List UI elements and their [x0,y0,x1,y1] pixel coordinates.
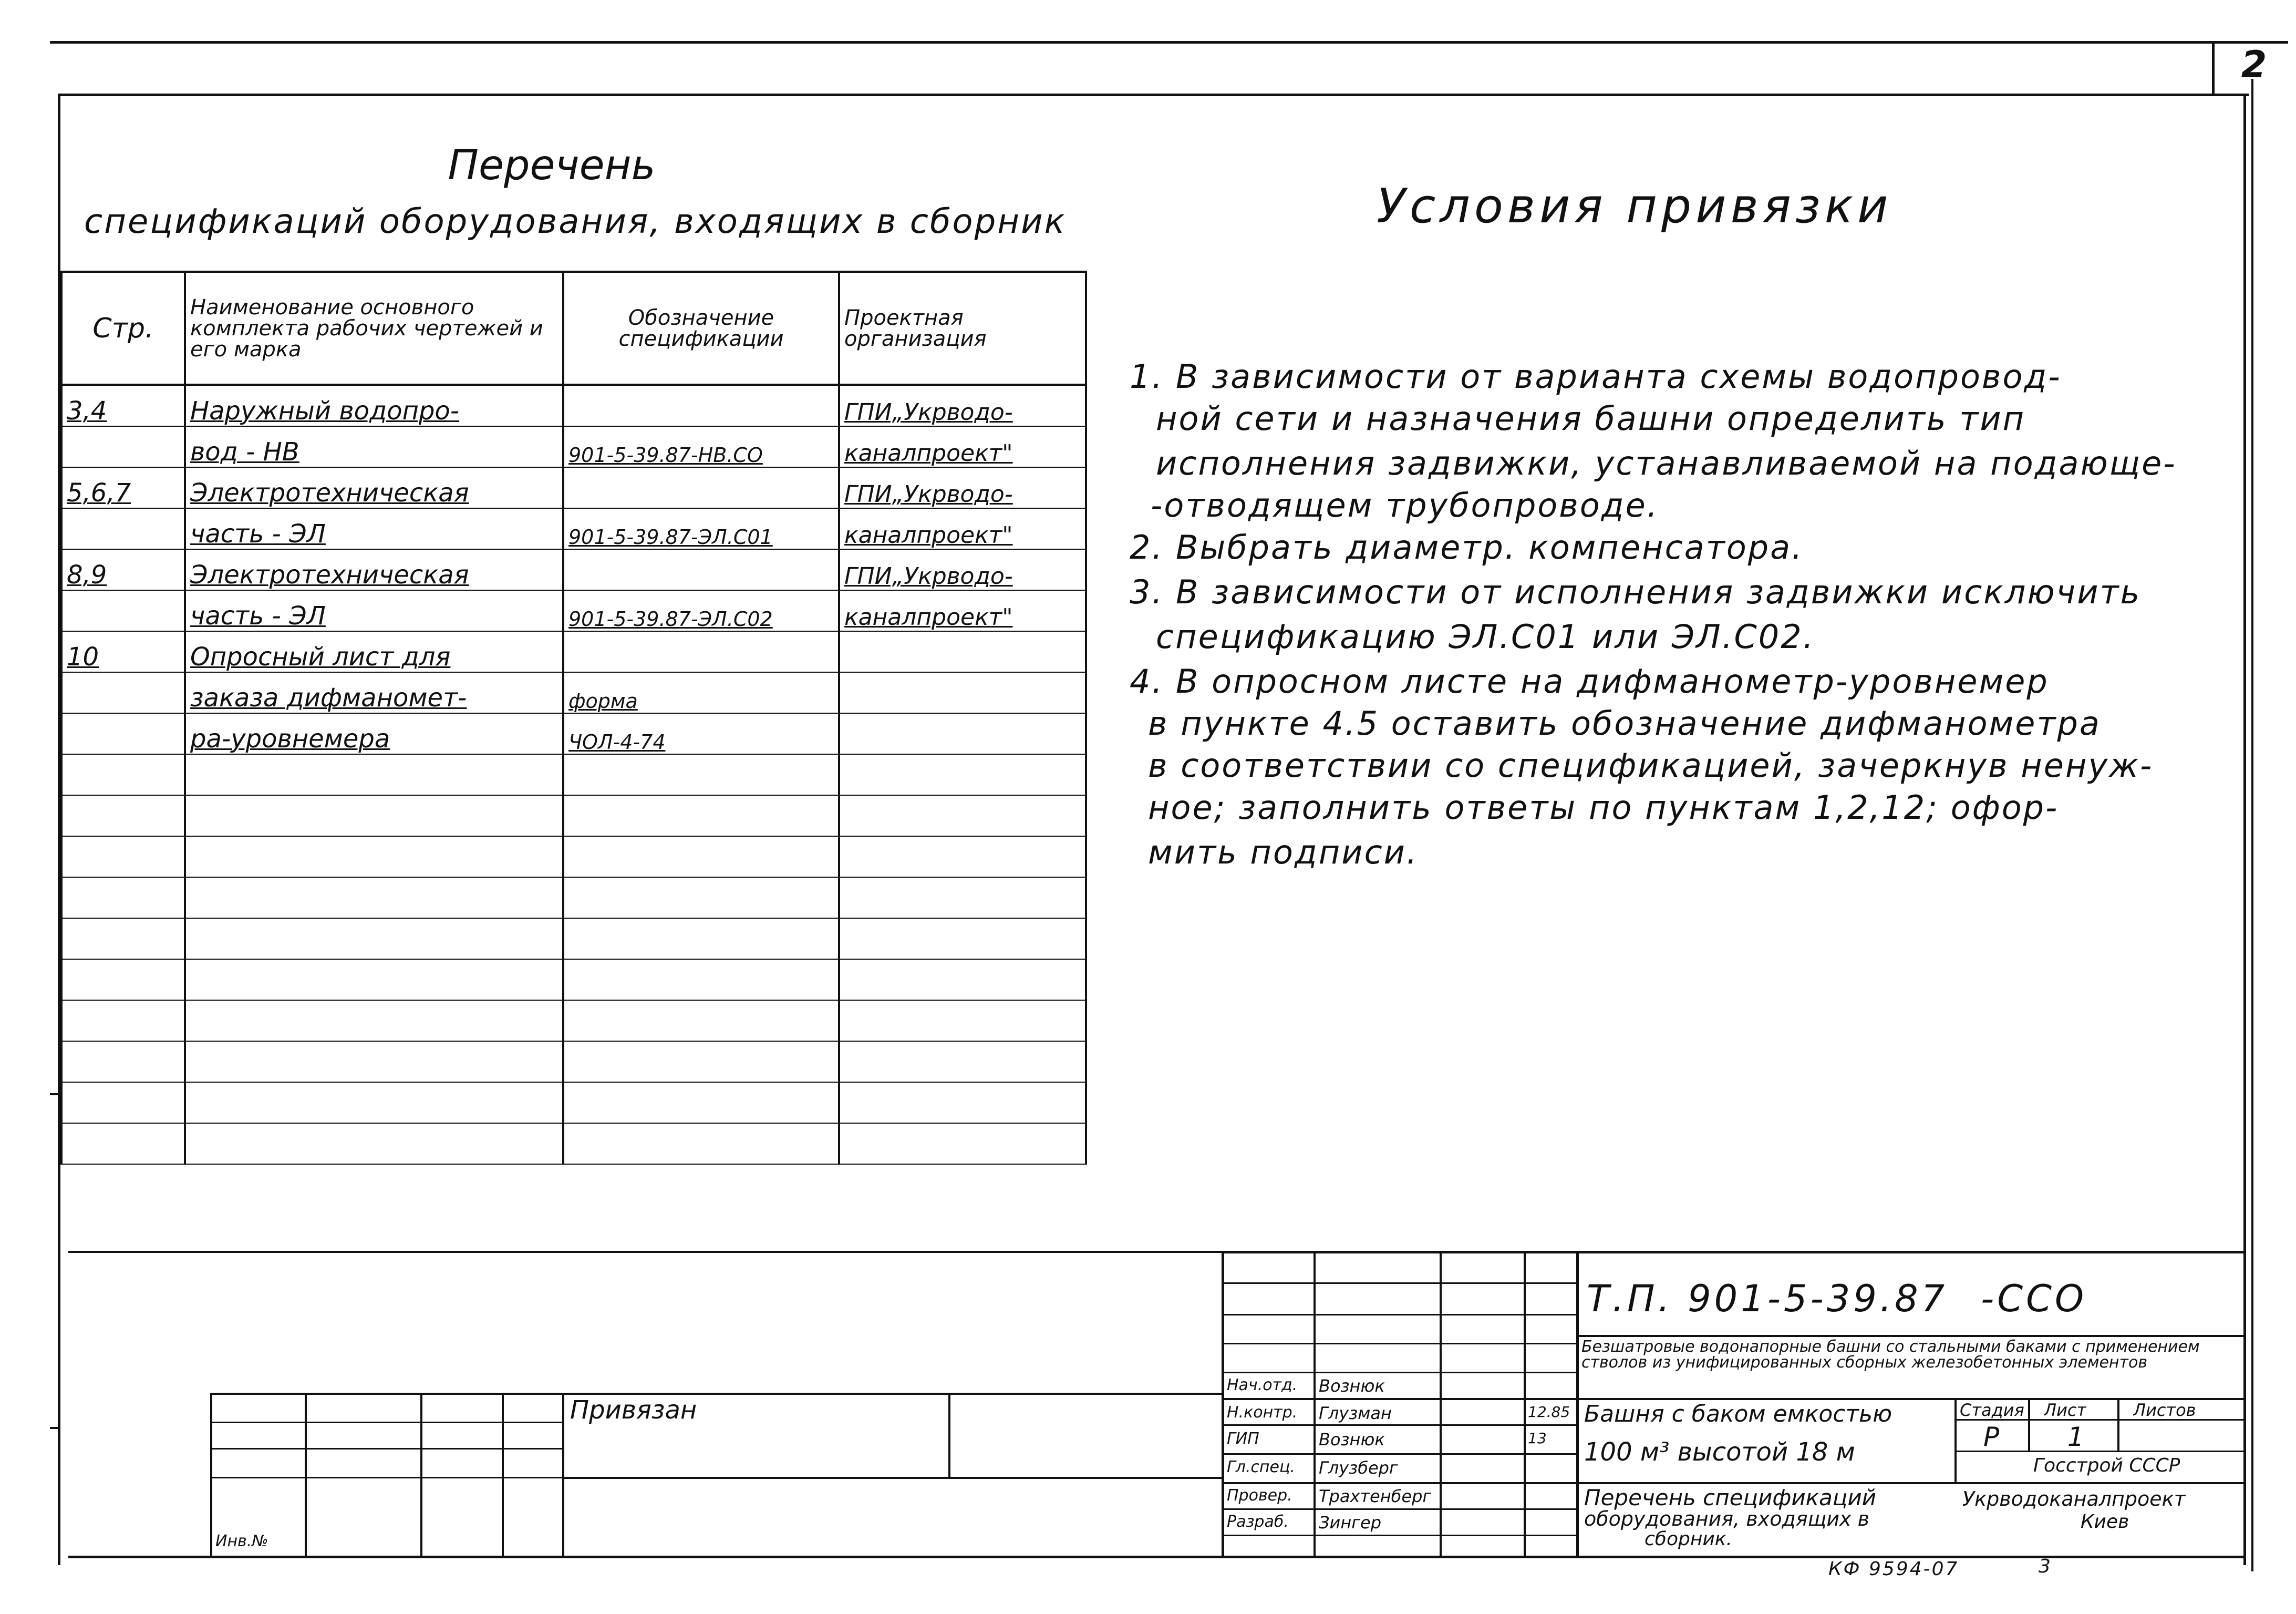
table-row [61,754,1086,795]
cell-page [61,1082,185,1123]
tb-row-1 [1222,1282,1576,1284]
footer-code: КФ 9594-07 [1828,1558,1959,1580]
tb-sheets-col [2117,1398,2119,1451]
tb-col-3 [1524,1251,1526,1556]
signer-role: Нач.отд. [1227,1376,1298,1394]
privyazan-box-left [562,1393,564,1556]
frame-right [2243,94,2246,1565]
cell-page [61,877,185,918]
signer-name: Трахтенберг [1319,1486,1432,1506]
table-row [61,959,1086,1000]
cell-organization: каналпроект" [839,508,1086,549]
tb-stage-col [1954,1398,1957,1482]
cell-designation [563,918,839,959]
signer-role: Провер. [1227,1486,1292,1505]
cell-organization: ГПИ„Укрводо- [839,467,1086,508]
stamp-object-2: 100 м³ высотой 18 м [1584,1437,1855,1467]
cell-page [61,959,185,1000]
cell-designation [563,631,839,672]
cell-organization [839,713,1086,754]
condition-line: ной сети и назначения башни определить тип [1156,399,2026,438]
cell-designation [563,549,839,590]
privyazan-box-mid [562,1477,1224,1479]
cell-page [61,836,185,877]
condition-line: исполнения задвижки, устанавливаемой на подающе- [1156,444,2177,482]
cell-name: вод - НВ [185,426,563,467]
tb-left [1222,1251,1224,1556]
table-row [61,672,1086,713]
inv-col-1 [210,1393,212,1556]
tb-row-5 [1222,1398,2246,1400]
table-row [61,549,1086,590]
cell-name: Наружный водопро- [185,385,563,426]
cell-organization [839,877,1086,918]
cell-designation [563,836,839,877]
signer-role: Гл.спец. [1227,1458,1295,1476]
sheet-number: 2 [2241,43,2267,86]
cell-name [185,918,563,959]
cell-designation [563,795,839,836]
privyazan-label: Привязан [570,1395,697,1425]
cell-designation [563,1000,839,1041]
table-row [61,631,1086,672]
table-row [61,795,1086,836]
tb-sheet-col [2028,1398,2030,1451]
cell-name [185,1123,563,1164]
org-line-1: Госстрой СССР [2033,1455,2180,1476]
table-row [61,426,1086,467]
cell-organization: ГПИ„Укрводо- [839,385,1086,426]
sheet-value: 1 [2067,1422,2084,1452]
footer-num: 3 [2039,1556,2051,1577]
cell-designation [563,877,839,918]
condition-line: 1. В зависимости от варианта схемы водопровод- [1130,357,2062,396]
cell-page [61,508,185,549]
frame-top [58,94,2249,96]
cell-organization [839,959,1086,1000]
col-header-name: Наименование основного комплекта рабочих чертежей и его марка [185,272,563,385]
signer-name: Вознюк [1319,1430,1385,1449]
cell-name: Опросный лист для [185,631,563,672]
table-row [61,508,1086,549]
cell-name: Электротехническая [185,549,563,590]
cell-page [61,754,185,795]
left-tick-2 [50,1427,60,1429]
condition-line: спецификацию ЭЛ.С01 или ЭЛ.С02. [1156,618,1815,656]
cell-page [61,672,185,713]
condition-line: -отводящем трубопроводе. [1151,486,1659,525]
cell-page [61,426,185,467]
cell-designation [563,1082,839,1123]
condition-line: ное; заполнить ответы по пунктам 1,2,12; офор- [1148,788,2059,827]
stamp-code: Т.П. 901-5-39.87 [1587,1277,1948,1320]
org-line-2: Укрводоканалпроект [1962,1487,2186,1510]
cell-organization [839,795,1086,836]
frame-right-outer [2251,79,2253,1571]
cell-name [185,836,563,877]
tb-row-3 [1222,1343,1576,1344]
inv-label: Инв.№ [215,1532,268,1550]
inv-row-1 [210,1422,562,1423]
tb-row-4 [1222,1372,1576,1373]
stamp-object: Башня с баком емкостью [1584,1401,1892,1427]
table-row [61,1123,1086,1164]
cell-name [185,959,563,1000]
cell-name: часть - ЭЛ [185,590,563,631]
cell-organization [839,1082,1086,1123]
cell-organization [839,754,1086,795]
condition-line: 4. В опросном листе на дифманометр-уровнемер [1130,662,2049,701]
cell-organization [839,918,1086,959]
signer-name: Вознюк [1319,1376,1385,1396]
tb-row-9 [1222,1508,1576,1510]
table-row [61,385,1086,426]
signer-date: 12.85 [1528,1403,1570,1421]
table-row [61,467,1086,508]
cell-page [61,1041,185,1082]
cell-page: 5,6,7 [61,467,185,508]
signer-name: Глузман [1319,1403,1392,1423]
cell-designation: 901-5-39.87-НВ.СО [563,426,839,467]
left-tick-1 [50,1093,60,1095]
cell-name: ра-уровнемера [185,713,563,754]
tb-row-7 [1222,1453,1576,1455]
tb-top [1222,1251,2246,1253]
list-subtitle: спецификаций оборудования, входящих в сборник [84,202,1067,241]
signer-role: ГИП [1227,1430,1259,1448]
cell-organization [839,836,1086,877]
cell-designation: 901-5-39.87-ЭЛ.С01 [563,508,839,549]
tb-row-10 [1222,1535,1576,1536]
inv-row-2 [210,1448,562,1449]
cell-name: заказа дифманомет- [185,672,563,713]
cell-name [185,1000,563,1041]
condition-line: 3. В зависимости от исполнения задвижки исключить [1130,573,2142,611]
stamp-sheet-title-2: оборудования, входящих в [1584,1507,1870,1530]
condition-line: в пункте 4.5 оставить обозначение дифманометра [1148,704,2101,743]
cell-designation [563,385,839,426]
cell-page [61,713,185,754]
tb-row-6 [1222,1424,1576,1426]
cell-page: 10 [61,631,185,672]
table-row [61,1082,1086,1123]
cell-page [61,1123,185,1164]
col-header-designation: Обозначение спецификации [563,272,839,385]
condition-line: в соответствии со спецификацией, зачеркнув ненуж- [1148,746,2154,785]
cell-name [185,754,563,795]
cell-designation: ЧОЛ-4-74 [563,713,839,754]
signer-name: Глузберг [1319,1458,1398,1478]
inv-col-4 [502,1393,504,1556]
table-row [61,1000,1086,1041]
cell-designation [563,1123,839,1164]
cell-page: 3,4 [61,385,185,426]
stamp-suffix: -ССО [1981,1277,2087,1320]
cell-organization: каналпроект" [839,590,1086,631]
cell-organization [839,1041,1086,1082]
stage-label: Стадия [1960,1400,2024,1420]
spec-table [60,271,1087,1165]
table-row [61,877,1086,918]
stamp-description: Безшатровые водонапорные башни со стальными баками с применением стволов из унифицированных сборных железобетонных элементов [1581,1339,2200,1372]
cell-organization [839,672,1086,713]
cell-designation [563,754,839,795]
cell-designation [563,1041,839,1082]
sheets-label: Листов [2133,1400,2196,1420]
cell-name [185,1041,563,1082]
stamp-sheet-title: Перечень спецификаций [1584,1485,1876,1510]
signer-role: Н.контр. [1227,1403,1298,1422]
cell-organization: каналпроект" [839,426,1086,467]
table-row [61,1041,1086,1082]
cell-page [61,795,185,836]
stamp-sheet-title-3: сборник. [1645,1528,1732,1550]
table-row [61,590,1086,631]
cell-name: часть - ЭЛ [185,508,563,549]
cell-page [61,1000,185,1041]
cell-page [61,590,185,631]
inv-row-3 [210,1477,562,1478]
inv-col-2 [305,1393,307,1556]
cell-designation: форма [563,672,839,713]
cell-name [185,877,563,918]
table-row [61,713,1086,754]
cell-designation [563,467,839,508]
cell-organization [839,1000,1086,1041]
cell-designation: 901-5-39.87-ЭЛ.С02 [563,590,839,631]
inv-col-3 [420,1393,422,1556]
condition-line: 2. Выбрать диаметр. компенсатора. [1130,528,1804,567]
signer-date: 13 [1528,1430,1547,1447]
org-line-3: Киев [2081,1511,2129,1533]
col-header-page: Стр. [61,272,185,385]
tb-col-2 [1440,1251,1442,1556]
tb-col-4 [1576,1251,1579,1556]
condition-line: мить подписи. [1148,833,1419,871]
sheet-label: Лист [2044,1400,2087,1420]
cell-page: 8,9 [61,549,185,590]
tb-col-1 [1314,1251,1316,1556]
signer-role: Разраб. [1227,1513,1289,1531]
cell-organization [839,631,1086,672]
tb-row-2 [1222,1314,1576,1315]
privyazan-box-div [948,1393,950,1477]
table-row [61,836,1086,877]
top-rule [50,41,2288,44]
stage-value: Р [1983,1422,2000,1452]
cell-name: Электротехническая [185,467,563,508]
signer-name: Зингер [1319,1513,1382,1533]
cell-organization [839,1123,1086,1164]
list-title: Перечень [448,142,656,189]
col-header-organization: Проектная организация [839,272,1086,385]
tb-code-bottom [1576,1335,2246,1337]
cell-name [185,795,563,836]
strip-top [68,1251,1224,1253]
cell-designation [563,959,839,1000]
cell-page [61,918,185,959]
conditions-title: Условия привязки [1377,179,1892,234]
cell-organization: ГПИ„Укрводо- [839,549,1086,590]
table-row [61,918,1086,959]
tb-row-8 [1222,1482,2246,1484]
cell-name [185,1082,563,1123]
sheet-box-left [2212,41,2215,96]
privyazan-box-top [210,1393,1224,1395]
